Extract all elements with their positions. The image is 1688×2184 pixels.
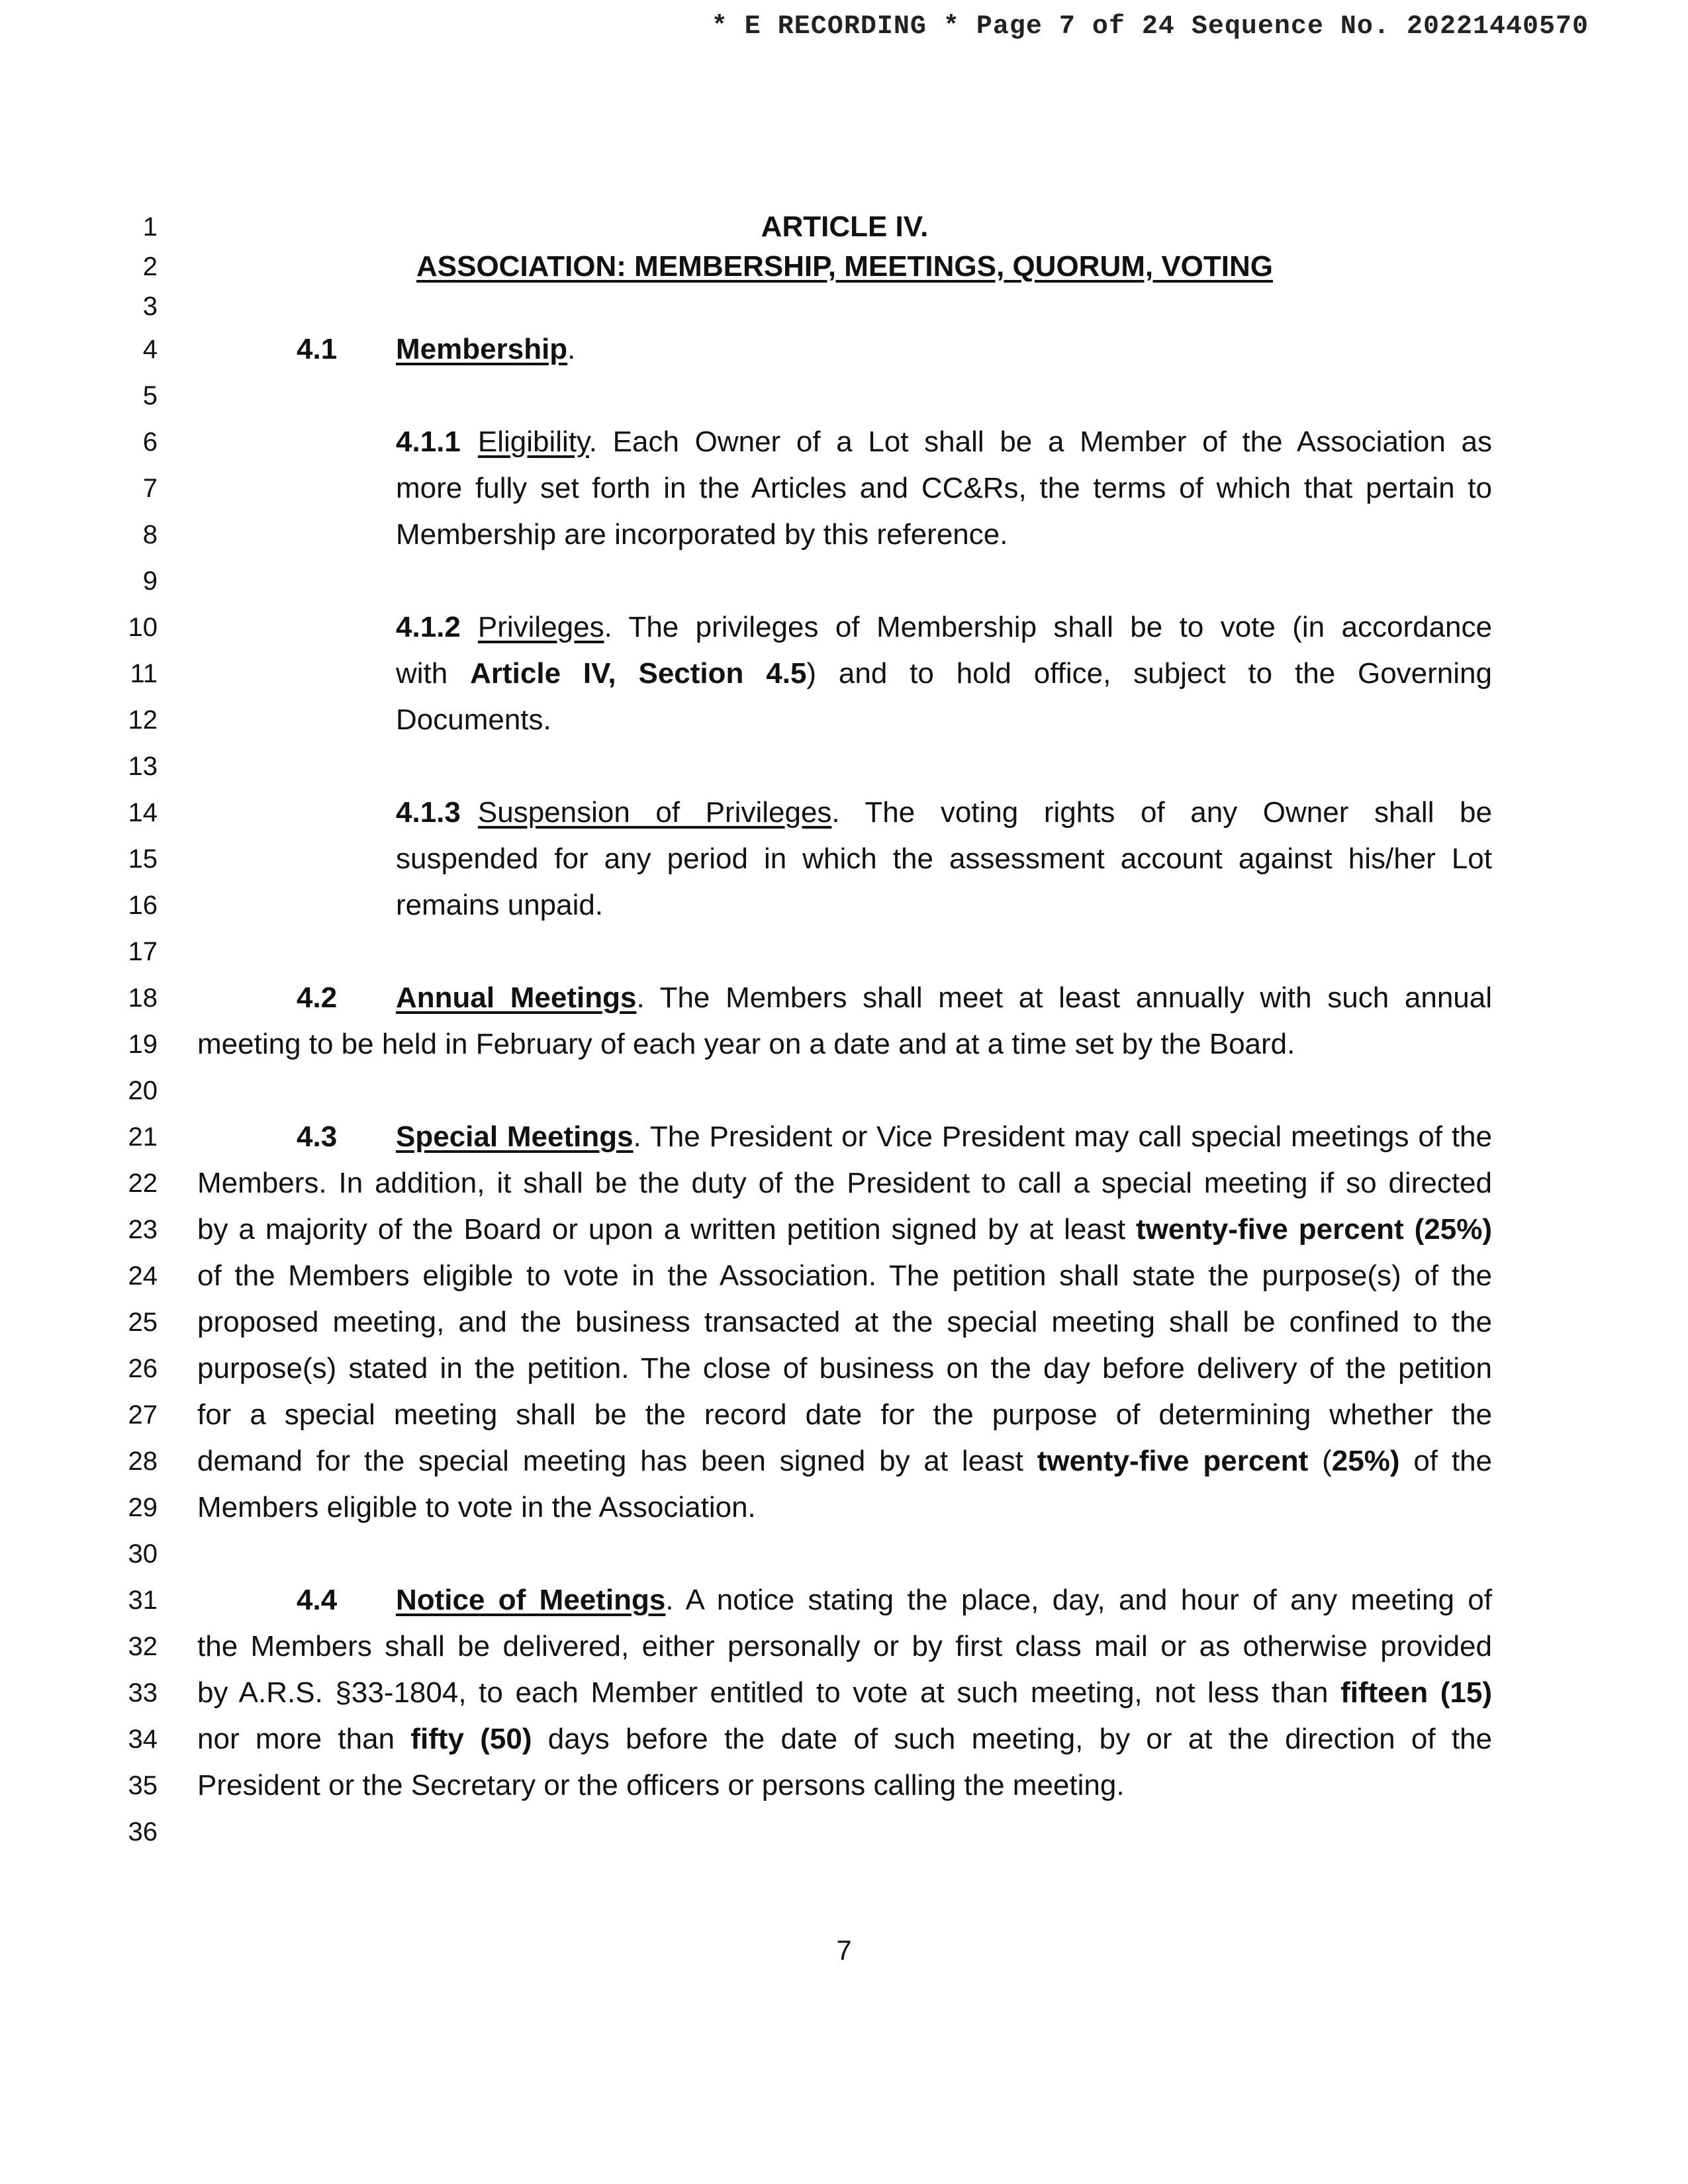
paragraph-line — [396, 604, 1492, 651]
line-number: 5 — [142, 381, 158, 410]
subsection-number: 4.1.2 — [396, 611, 461, 643]
paragraph-line: more fully set forth in the Articles and CC&Rs, the terms of which that pertain to — [396, 472, 1492, 504]
paragraph-line — [396, 651, 1492, 697]
article-title — [197, 244, 1492, 290]
line-number: 30 — [128, 1539, 158, 1569]
subsection-number: 4.1.3 — [396, 796, 461, 829]
paragraph-line: Members. In addition, it shall be the duty of the President to call a special meeting if so directed — [197, 1167, 1492, 1199]
emphasis: twenty-five percent (25%) — [1136, 1213, 1493, 1246]
text-run: days before the date of such meeting, by or at the direction of the — [532, 1723, 1493, 1755]
section-number: 4.3 — [297, 1120, 338, 1153]
text-run: ( — [1308, 1445, 1332, 1477]
line-number: 31 — [128, 1586, 158, 1615]
section-title: Annual Meetings — [396, 981, 637, 1014]
article-number: ARTICLE IV. — [761, 210, 929, 243]
line-number: 10 — [128, 613, 158, 642]
line-number: 7 — [142, 474, 158, 503]
paragraph-line: of the Members eligible to vote in the Association. The petition shall state the purpose(s) of the — [197, 1259, 1492, 1292]
paragraph-line: for a special meeting shall be the record date for the purpose of determining whether the — [197, 1398, 1492, 1431]
paragraph-line: purpose(s) stated in the petition. The close of business on the day before delivery of the petition — [197, 1352, 1492, 1385]
paragraph-line: the Members shall be delivered, either personally or by first class mail or as otherwise provided — [197, 1630, 1492, 1662]
line-number: 34 — [128, 1725, 158, 1754]
recording-stamp: * E RECORDING * Page 7 of 24 Sequence No. 20221440570 — [711, 12, 1589, 42]
section-number: 4.2 — [297, 981, 338, 1014]
paragraph-line — [396, 975, 1492, 1021]
emphasis: fifteen (15) — [1340, 1676, 1492, 1709]
paragraph-line: President or the Secretary or the officers or persons calling the meeting. — [197, 1769, 1125, 1801]
paragraph-line: suspended for any period in which the assessment account against his/her Lot — [396, 842, 1492, 875]
line-number: 19 — [128, 1030, 158, 1059]
paragraph-line — [396, 1114, 1492, 1160]
emphasis: twenty-five percent — [1037, 1445, 1309, 1477]
text-run: ) and to hold office, subject to the Governing — [806, 657, 1492, 690]
emphasis: fifty (50) — [410, 1723, 532, 1755]
section-number: 4.4 — [297, 1584, 338, 1616]
section-title: Notice of Meetings — [396, 1584, 666, 1616]
line-number: 21 — [128, 1122, 158, 1152]
line-number: 3 — [142, 292, 158, 321]
paragraph-line — [396, 1577, 1492, 1623]
emphasis: 25%) — [1331, 1445, 1400, 1477]
line-number: 28 — [128, 1447, 158, 1476]
text-run: by a majority of the Board or upon a written petition signed by at least — [197, 1213, 1136, 1246]
paragraph-line: Members eligible to vote in the Association. — [197, 1491, 756, 1524]
text-run: by A.R.S. §33-1804, to each Member entitled to vote at such meeting, not less than — [197, 1676, 1341, 1709]
text-run: . Each Owner of a Lot shall be a Member of the Association as — [588, 426, 1492, 458]
text-run: nor more than — [197, 1723, 411, 1755]
article-title-text: ASSOCIATION: MEMBERSHIP, MEETINGS, QUORUM, VOTING — [416, 250, 1273, 283]
section-heading — [396, 326, 575, 373]
line-number: 35 — [128, 1771, 158, 1800]
line-number: 4 — [142, 335, 158, 364]
text-run: demand for the special meeting has been signed by at least — [197, 1445, 1037, 1477]
section-punct: . — [567, 333, 576, 365]
paragraph-line — [396, 790, 1492, 836]
line-number: 25 — [128, 1308, 158, 1337]
line-number: 32 — [128, 1632, 158, 1661]
text-run: of the — [1399, 1445, 1493, 1477]
text-run: . The voting rights of any Owner shall be — [831, 796, 1492, 829]
paragraph-line — [396, 419, 1492, 465]
subsection-title: Privileges — [477, 611, 604, 643]
page-number: 7 — [836, 1934, 852, 1966]
line-number: 24 — [128, 1261, 158, 1291]
line-number: 15 — [128, 844, 158, 874]
cross-reference: Article IV, Section 4.5 — [470, 657, 807, 690]
line-number: 22 — [128, 1169, 158, 1198]
line-number: 26 — [128, 1354, 158, 1383]
line-number: 20 — [128, 1076, 158, 1105]
line-number: 29 — [128, 1493, 158, 1522]
paragraph-line — [197, 1670, 1492, 1716]
paragraph-line: remains unpaid. — [396, 889, 604, 921]
text-run: . A notice stating the place, day, and hour of any meeting of — [665, 1584, 1492, 1616]
paragraph-line — [197, 1716, 1492, 1762]
paragraph-line: meeting to be held in February of each year on a date and at a time set by the Board. — [197, 1028, 1295, 1060]
section-number: 4.1 — [297, 333, 338, 365]
paragraph-line: Documents. — [396, 704, 551, 736]
line-number: 11 — [130, 659, 158, 688]
paragraph-line — [197, 1438, 1492, 1484]
line-number: 36 — [128, 1817, 158, 1846]
line-number: 2 — [142, 252, 158, 281]
text-run: . The privileges of Membership shall be to vote (in accordance — [604, 611, 1492, 643]
line-number: 33 — [128, 1678, 158, 1707]
line-number: 1 — [142, 212, 158, 242]
subsection-number: 4.1.1 — [396, 426, 461, 458]
line-number: 16 — [128, 891, 158, 920]
text-run: . The President or Vice President may call special meetings of the — [633, 1120, 1492, 1153]
line-number: 9 — [142, 567, 158, 596]
line-number: 23 — [128, 1215, 158, 1244]
line-number: 6 — [142, 428, 158, 457]
line-number: 27 — [128, 1400, 158, 1430]
section-title: Membership — [396, 333, 568, 365]
text-run: . The Members shall meet at least annually with such annual — [636, 981, 1493, 1014]
line-number: 17 — [128, 937, 158, 966]
line-number: 12 — [128, 705, 158, 735]
line-number: 14 — [128, 798, 158, 827]
paragraph-line: Membership are incorporated by this reference. — [396, 518, 1008, 551]
text-run: with — [396, 657, 471, 690]
subsection-title: Suspension of Privileges — [477, 796, 832, 829]
line-number: 18 — [128, 983, 158, 1013]
paragraph-line — [197, 1206, 1492, 1253]
subsection-title: Eligibility — [477, 426, 589, 458]
section-title: Special Meetings — [396, 1120, 633, 1153]
line-number: 8 — [142, 520, 158, 549]
paragraph-line: proposed meeting, and the business transacted at the special meeting shall be confined to the — [197, 1306, 1492, 1338]
line-number: 13 — [128, 752, 158, 781]
